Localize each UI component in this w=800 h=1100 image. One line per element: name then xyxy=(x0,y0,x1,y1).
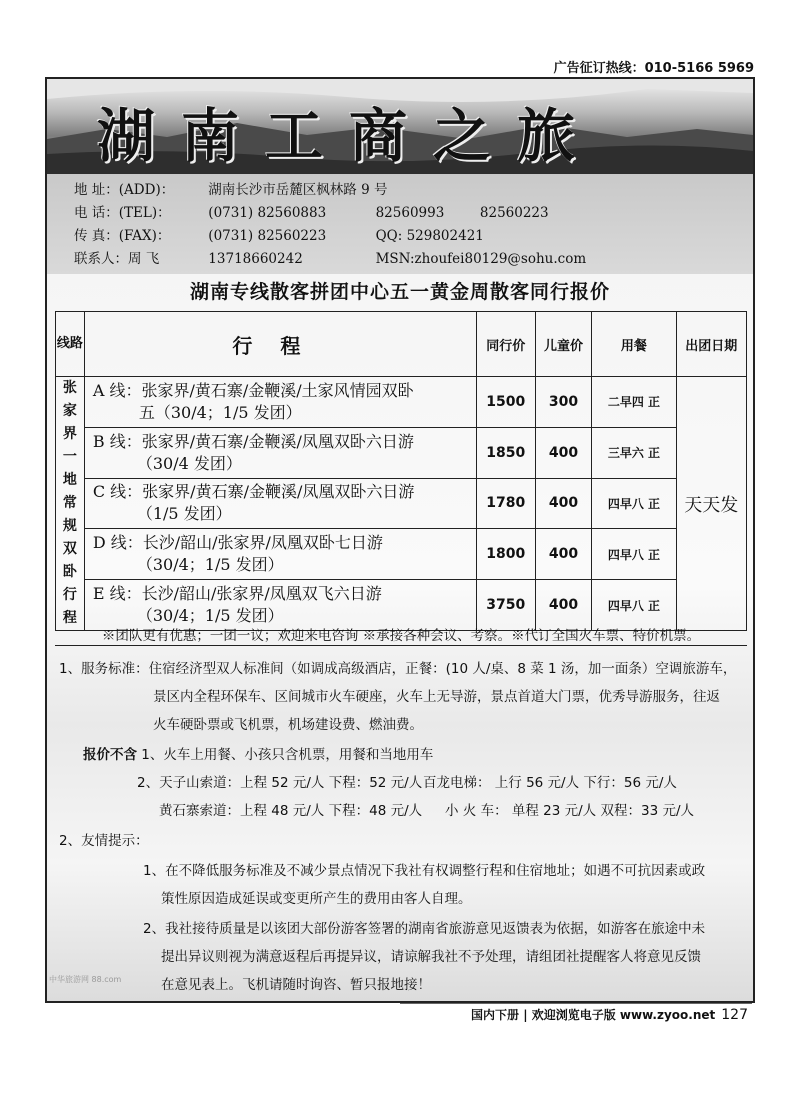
table-row xyxy=(56,427,747,478)
itinerary-line2: （30/4；1/5 发团） xyxy=(136,606,284,626)
child-price-cell: 300 xyxy=(535,377,592,428)
exclusion-line xyxy=(159,799,694,819)
departure-date-cell: 天天发 xyxy=(676,377,746,631)
footer-rule xyxy=(400,1003,752,1004)
address-value: 湖南长沙市岳麓区枫林路 9 号 xyxy=(208,182,388,198)
itinerary-line1: E 线：长沙/韶山/张家界/凤凰双飞六日游 xyxy=(92,584,382,604)
price-cell: 3750 xyxy=(476,580,535,631)
meal-cell: 四早八 正 xyxy=(592,580,676,631)
price-table xyxy=(55,311,747,631)
table-row xyxy=(56,377,747,428)
table-row xyxy=(56,478,747,529)
exclusion-label: 报价不含 xyxy=(83,747,137,763)
itinerary-cell xyxy=(84,377,476,428)
page-title: 湖南工商之旅 xyxy=(97,102,602,170)
header-route: 线路 xyxy=(56,312,85,377)
meal-cell: 四早八 正 xyxy=(592,478,676,529)
service-line: 火车硬卧票或飞机票，机场建设费、燃油费。 xyxy=(153,717,423,733)
itinerary-line1: C 线：张家界/黄石寨/金鞭溪/凤凰双卧六日游 xyxy=(92,482,415,502)
tel-row xyxy=(74,201,549,221)
footer-text: 国内下册 | 欢迎浏览电子版 www.zyoo.net xyxy=(471,1008,716,1022)
fax-label: 传 真：(FAX)： xyxy=(74,228,171,244)
itinerary-line1: D 线：长沙/韶山/张家界/凤凰双卧七日游 xyxy=(92,533,383,553)
header-child-price: 儿童价 xyxy=(535,312,592,377)
price-cell: 1850 xyxy=(476,427,535,478)
itinerary-line2: 五（30/4；1/5 发团） xyxy=(138,402,302,422)
price-cell: 1800 xyxy=(476,529,535,580)
meal-cell: 四早八 正 xyxy=(592,529,676,580)
exclusion-text: 黄石寨索道：上程 48 元/人 下程：48 元/人 xyxy=(159,803,423,819)
service-text: 住宿经济型双人标准间（如调成高级酒店，正餐：(10 人/桌、8 菜 1 汤，加一面条）空调旅游车， xyxy=(148,661,737,677)
table-row xyxy=(56,529,747,580)
tip-line: 2、我社接待质量是以该团大部份游客签署的湖南省旅游意见返馈表为依据，如游客在旅途中未 xyxy=(143,921,706,937)
tel-3: 82560223 xyxy=(479,205,549,221)
itinerary-line1: A 线：张家界/黄石寨/金鞭溪/土家风情园双卧 xyxy=(92,380,414,400)
itinerary-cell xyxy=(84,478,476,529)
msn-value: MSN:zhoufei80129@sohu.com xyxy=(375,251,587,267)
address-label: 地 址：(ADD)： xyxy=(74,182,175,198)
watermark: 中华旅游网 88.com xyxy=(49,975,122,984)
contact-block xyxy=(47,174,753,274)
child-price-cell: 400 xyxy=(535,529,592,580)
title-banner xyxy=(47,79,753,174)
meal-cell: 二早四 正 xyxy=(592,377,676,428)
service-line xyxy=(59,657,736,677)
exclusion-text: 小 火 车： 单程 23 元/人 双程：33 元/人 xyxy=(445,803,694,819)
tel-1: (0731) 82560883 xyxy=(208,205,327,221)
itinerary-line1: B 线：张家界/黄石寨/金鞭溪/凤凰双卧六日游 xyxy=(92,431,414,451)
address-row xyxy=(74,178,387,198)
table-header-row xyxy=(56,312,747,377)
person-row xyxy=(74,247,586,267)
itinerary-line2: （30/4 发团） xyxy=(136,453,242,473)
itinerary-line2: （30/4；1/5 发团） xyxy=(136,555,284,575)
tel-label: 电 话：(TEL)： xyxy=(74,205,171,221)
tip-line: 在意见表上。飞机请随时询咨、暂只报地接！ xyxy=(161,977,431,993)
price-cell: 1780 xyxy=(476,478,535,529)
itinerary-cell xyxy=(84,580,476,631)
exclusion-text: 1、火车上用餐、小孩只含机票，用餐和当地用车 xyxy=(141,747,434,763)
service-label: 1、服务标准： xyxy=(59,661,149,677)
fax-value: (0731) 82560223 xyxy=(208,228,327,244)
header-price: 同行价 xyxy=(476,312,535,377)
itinerary-cell xyxy=(84,529,476,580)
child-price-cell: 400 xyxy=(535,427,592,478)
tip-line: 提出异议则视为满意返程后再提异议，请谅解我社不予处理，请组团社提醒客人将意见反馈 xyxy=(161,949,701,965)
ad-frame xyxy=(45,77,755,1003)
page-number: 127 xyxy=(721,1007,748,1023)
notice-line: ※团队更有优惠；一团一议；欢迎来电咨询 ※承接各种会议、考察。※代订全国火车票、特价机票。 xyxy=(101,628,701,644)
contact-person: 联系人：周 飞 xyxy=(74,251,160,267)
child-price-cell: 400 xyxy=(535,580,592,631)
tel-2: 82560993 xyxy=(375,205,445,221)
tip-line: 策性原因造成延误或变更所产生的费用由客人自理。 xyxy=(161,891,472,907)
exclusion-line xyxy=(137,771,677,791)
tips-heading: 2、友情提示： xyxy=(59,833,149,849)
meal-cell: 三早六 正 xyxy=(592,427,676,478)
service-line: 景区内全程环保车、区间城市火车硬座，火车上无导游，景点首道大门票，优秀导游服务，往返 xyxy=(153,689,720,705)
table-row xyxy=(56,580,747,631)
header-itinerary: 行程 xyxy=(84,312,476,377)
page-footer xyxy=(471,1006,748,1023)
divider xyxy=(55,645,747,646)
mobile-value: 13718660242 xyxy=(208,251,303,267)
qq-value: QQ: 529802421 xyxy=(375,228,484,244)
tip-line: 1、在不降低服务标准及不减少景点情况下我社有权调整行程和住宿地址；如遇不可抗因素或政 xyxy=(143,863,706,879)
exclusion-text: 2、天子山索道：上程 52 元/人 下程：52 元/人 xyxy=(137,775,423,791)
exclusion-line xyxy=(83,743,433,763)
itinerary-cell xyxy=(84,427,476,478)
price-list-heading: 湖南专线散客拼团中心五一黄金周散客同行报价 xyxy=(189,281,610,303)
price-cell: 1500 xyxy=(476,377,535,428)
exclusion-text: 百龙电梯： 上行 56 元/人 下行：56 元/人 xyxy=(423,775,677,791)
itinerary-line2: （1/5 发团） xyxy=(136,504,232,524)
child-price-cell: 400 xyxy=(535,478,592,529)
header-date: 出团日期 xyxy=(676,312,746,377)
route-group-label: 张家界一地常规双卧行程 xyxy=(56,377,85,631)
fax-row xyxy=(74,224,484,244)
header-meal: 用餐 xyxy=(592,312,676,377)
ad-hotline: 广告征订热线：010-5166 5969 xyxy=(553,61,754,76)
